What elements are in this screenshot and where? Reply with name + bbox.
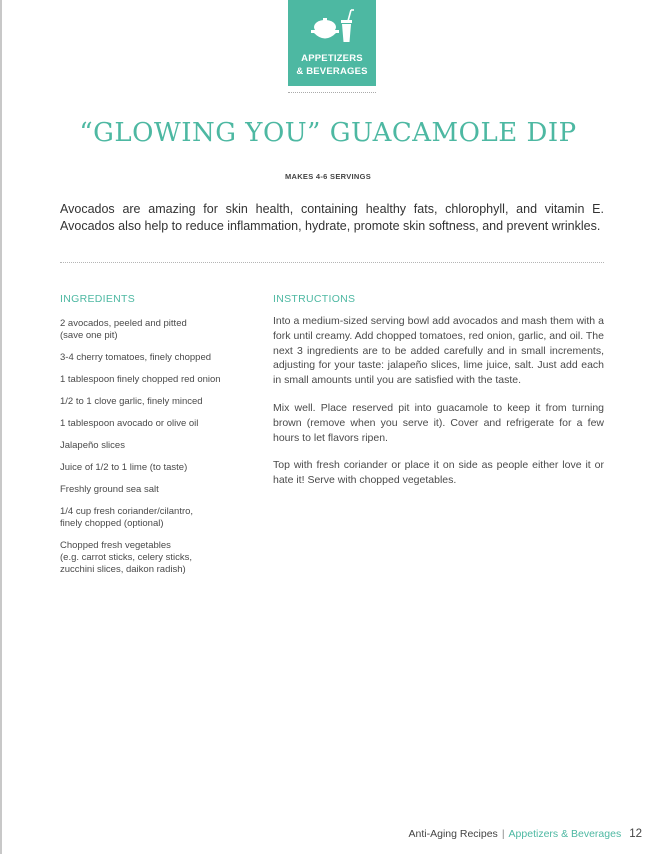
servings-label: MAKES 4-6 SERVINGS bbox=[284, 172, 372, 181]
ingredient-item bbox=[60, 418, 260, 430]
ingredient-line: 1 tablespoon finely chopped red onion bbox=[60, 374, 221, 385]
instruction-step: Top with fresh coriander or place it on side as people either love it or hate it! Serve with chopped vegetables. bbox=[273, 459, 604, 487]
footer-book-title: Anti-Aging Recipes bbox=[408, 828, 498, 840]
ingredient-line: (e.g. carrot sticks, celery sticks, bbox=[60, 552, 192, 563]
ingredients-list bbox=[60, 318, 260, 586]
category-badge bbox=[288, 0, 376, 86]
ingredient-item bbox=[60, 352, 260, 364]
ingredient-line: 1/2 to 1 clove garlic, finely minced bbox=[60, 396, 203, 407]
ingredient-item bbox=[60, 462, 260, 474]
page-number: 12 bbox=[629, 828, 642, 840]
ingredient-line: zucchini slices, daikon radish) bbox=[60, 564, 186, 575]
food-and-drink-icon bbox=[308, 8, 356, 46]
ingredient-line: (save one pit) bbox=[60, 330, 118, 341]
badge-label-line1: APPETIZERS bbox=[301, 53, 363, 64]
instruction-step: Mix well. Place reserved pit into guacamole to keep it from turning brown (remove when you serve it). Cover and refrigerate for a few hours to let flavors ripen. bbox=[273, 401, 604, 444]
ingredient-item bbox=[60, 506, 260, 530]
badge-dotted-rule bbox=[288, 92, 376, 93]
ingredient-item bbox=[60, 396, 260, 408]
instructions-body bbox=[273, 314, 604, 501]
footer-section-name: Appetizers & Beverages bbox=[508, 828, 622, 840]
footer-separator: | bbox=[501, 828, 505, 840]
badge-label-line2: & BEVERAGES bbox=[296, 66, 368, 77]
ingredient-line: 2 avocados, peeled and pitted bbox=[60, 318, 187, 329]
ingredient-item bbox=[60, 318, 260, 342]
page-footer bbox=[409, 827, 642, 841]
ingredient-item bbox=[60, 440, 260, 452]
recipe-title: “GLOWING YOU” GUACAMOLE DIP bbox=[79, 118, 577, 148]
ingredient-line: Juice of 1/2 to 1 lime (to taste) bbox=[60, 462, 188, 473]
ingredient-item bbox=[60, 484, 260, 496]
ingredient-line: finely chopped (optional) bbox=[60, 518, 164, 529]
ingredient-line: 1/4 cup fresh coriander/cilantro, bbox=[60, 506, 194, 517]
ingredient-item bbox=[60, 374, 260, 386]
ingredient-item bbox=[60, 540, 260, 576]
ingredient-line: 3-4 cherry tomatoes, finely chopped bbox=[60, 352, 212, 363]
instruction-step: Into a medium-sized serving bowl add avocados and mash them with a fork until creamy. Add chopped tomatoes, red onion, garlic, and oil. The next 3 ingredients are to be added carefully and in small increments, adjusting for your taste: jalapeño slices, lime juice, salt. Just add each in small amounts until you are satisfied with the taste. bbox=[273, 315, 604, 387]
ingredient-line: Freshly ground sea salt bbox=[60, 484, 159, 495]
dotted-divider bbox=[60, 262, 604, 263]
recipe-intro: Avocados are amazing for skin health, containing healthy fats, chlorophyll, and vitamin E. Avocados also help to reduce inflammation, hydrate, promote skin softness, and prevent wrinkles. bbox=[60, 202, 604, 233]
ingredient-line: Jalapeño slices bbox=[60, 440, 125, 451]
ingredient-line: Chopped fresh vegetables bbox=[60, 540, 171, 551]
ingredients-heading: INGREDIENTS bbox=[60, 293, 136, 305]
instructions-heading: INSTRUCTIONS bbox=[273, 293, 356, 305]
ingredient-line: 1 tablespoon avocado or olive oil bbox=[60, 418, 199, 429]
